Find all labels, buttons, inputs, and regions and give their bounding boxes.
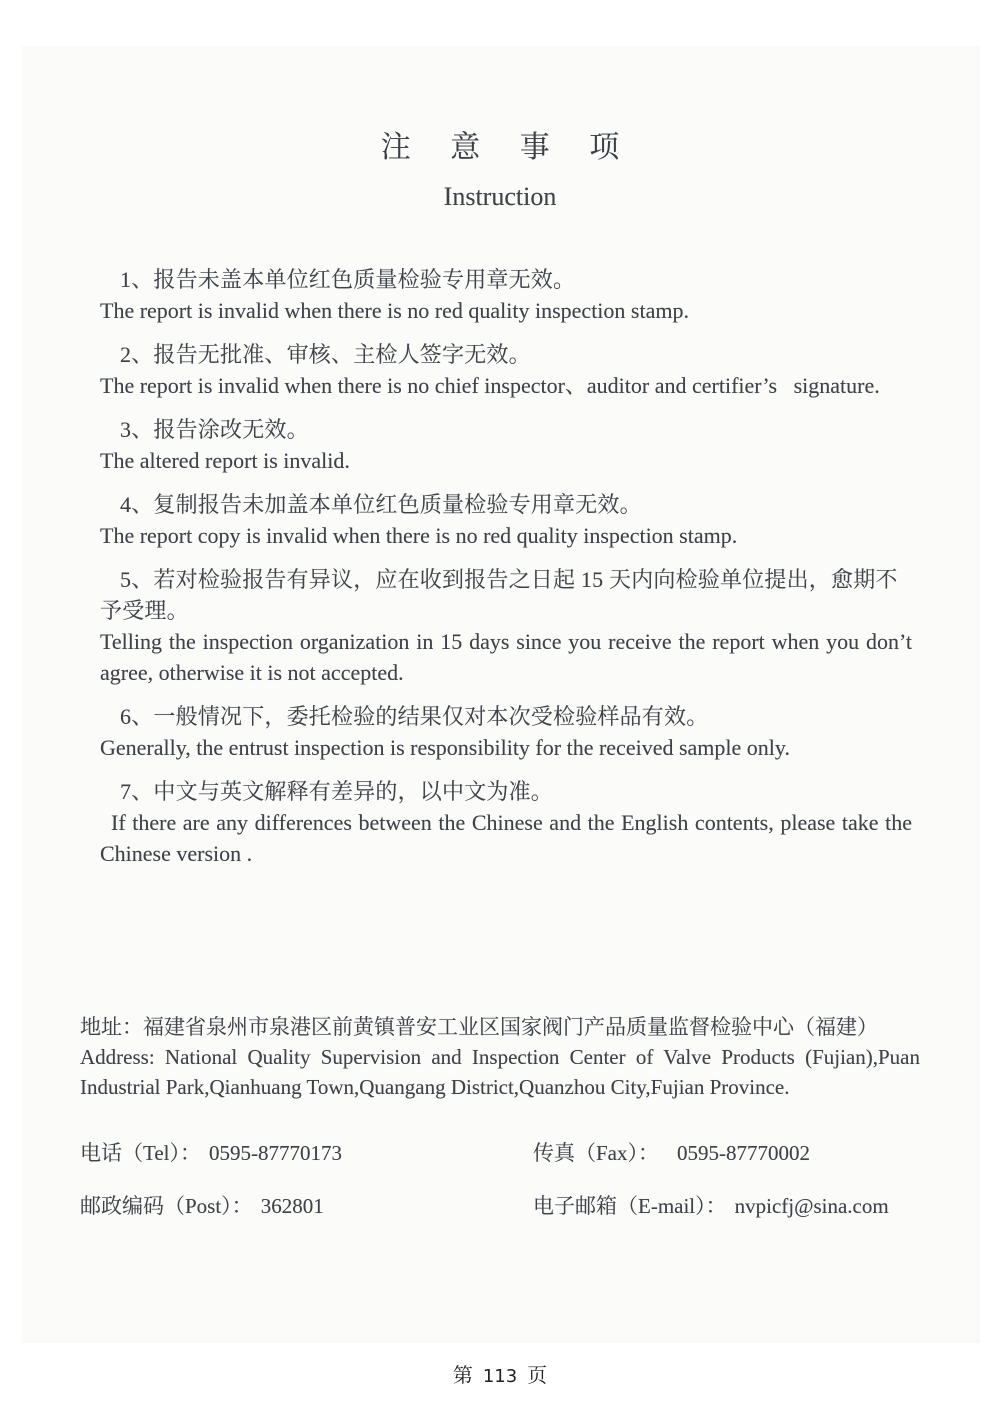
notice-item-7: [100, 776, 912, 869]
notice-item-2: [100, 339, 912, 401]
contact-fax: [533, 1138, 940, 1168]
page-title-cn: 注 意 事 项: [380, 131, 620, 164]
notice-item-2-cn: 2、报告无批准、审核、主检人签字无效。: [120, 342, 531, 367]
email-label: 电子邮箱（E-mail）：: [533, 1194, 727, 1218]
notice-item-3-en: The altered report is invalid.: [100, 448, 350, 473]
post-label: 邮政编码（Post）：: [80, 1194, 253, 1218]
tel-label: 电话（Tel）：: [80, 1141, 202, 1165]
footer-page-suffix: 页: [527, 1365, 548, 1387]
notice-list: [100, 264, 912, 882]
notice-item-5: [100, 564, 912, 688]
notice-item-4-cn: 4、复制报告未加盖本单位红色质量检验专用章无效。: [120, 492, 642, 517]
notice-item-1-cn: 1、报告未盖本单位红色质量检验专用章无效。: [120, 267, 576, 292]
contact-row-tel-fax: [80, 1138, 940, 1168]
contact-row-post-email: [80, 1191, 940, 1221]
page-footer: [0, 1363, 1000, 1390]
footer-page-prefix: 第: [452, 1365, 473, 1387]
notice-item-1: [100, 264, 912, 326]
contact-tel: [80, 1138, 533, 1168]
contact-post: [80, 1191, 533, 1221]
notice-item-7-cn: 7、中文与英文解释有差异的，以中文为准。: [120, 779, 554, 804]
notice-item-6-cn: 6、一般情况下，委托检验的结果仅对本次受检验样品有效。: [120, 704, 709, 729]
address-cn: 地址：福建省泉州市泉港区前黄镇普安工业区国家阀门产品质量监督检验中心（福建）: [80, 1015, 878, 1039]
notice-item-3: [100, 414, 912, 476]
notice-item-2-en: The report is invalid when there is no chief inspector、auditor and certifier’s signature.: [100, 373, 880, 398]
notice-item-5-cn: 5、若对检验报告有异议，应在收到报告之日起 15 天内向检验单位提出，愈期不予受理。: [100, 567, 898, 623]
footer-page-number: 113: [482, 1366, 518, 1387]
address-en: Address: National Quality Supervision and Inspection Center of Valve Products (Fujian),Puan Industrial Park,Qianhuang Town,Quangang District,Quanzhou City,Fujian Province.: [80, 1045, 920, 1099]
notice-item-3-cn: 3、报告涂改无效。: [120, 417, 309, 442]
notice-item-6: [100, 701, 912, 763]
tel-value: 0595-87770173: [209, 1141, 343, 1165]
notice-item-4-en: The report copy is invalid when there is no red quality inspection stamp.: [100, 523, 738, 548]
page-title-en: Instruction: [443, 182, 557, 211]
notice-item-5-en: Telling the inspection organization in 15 days since you receive the report when you don’t agree, otherwise it is not accepted.: [100, 629, 912, 685]
address-block: [80, 1012, 920, 1102]
email-value: nvpicfj@sina.com: [734, 1194, 889, 1218]
notice-item-7-en: If there are any differences between the Chinese and the English contents, please take the Chinese version .: [100, 810, 912, 866]
notice-item-6-en: Generally, the entrust inspection is responsibility for the received sample only.: [100, 735, 790, 760]
post-value: 362801: [260, 1194, 324, 1218]
fax-label: 传真（Fax）：: [533, 1141, 659, 1165]
contact-email: [533, 1191, 940, 1221]
fax-value: 0595-87770002: [677, 1141, 810, 1165]
notice-item-1-en: The report is invalid when there is no red quality inspection stamp.: [100, 298, 689, 323]
notice-item-4: [100, 489, 912, 551]
